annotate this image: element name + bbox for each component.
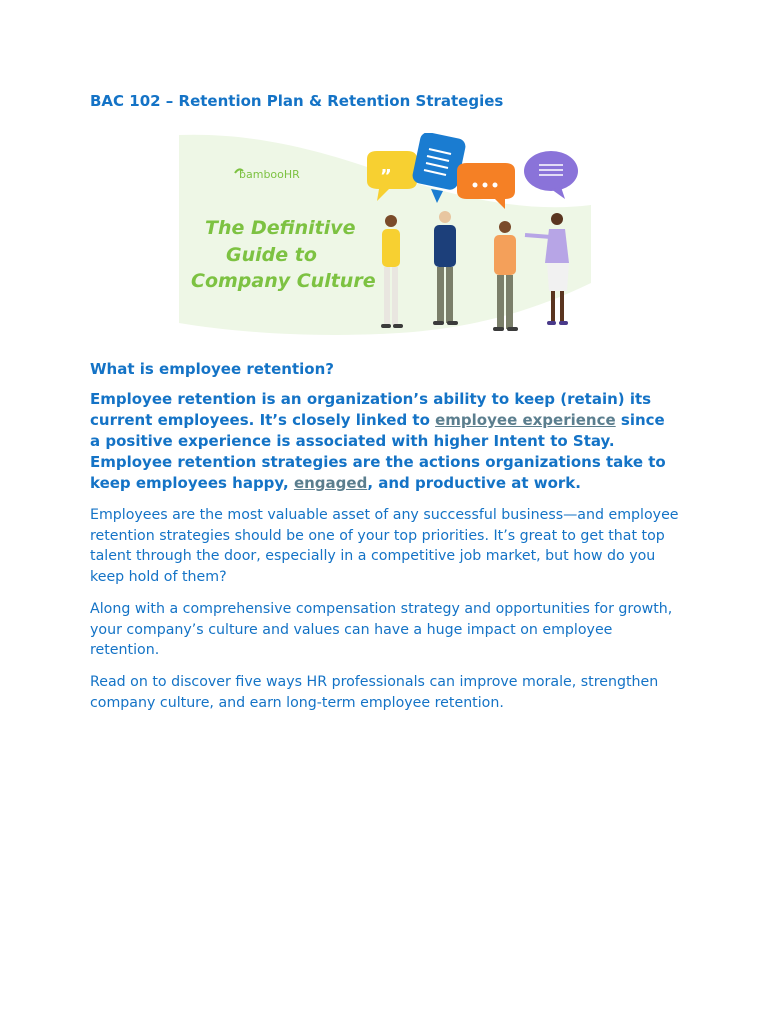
hero-headline-line-2: Guide to [226,244,317,266]
lead-text-1: Employee retention is an organization’s ability to keep (retain) its current employees. It’s closely linked to [90,390,652,429]
hero-headline-line-1: The Definitive [205,217,356,239]
body-paragraph-2: Along with a comprehensive compensation strategy and opportunities for growth, your company’s culture and values can have a huge impact on employee retention. [90,601,673,659]
list-bubble-icon [524,151,578,199]
hero-headline-line-3: Company Culture [191,270,376,292]
lead-paragraph [90,389,680,494]
body-paragraph-1: Employees are the most valuable asset of any successful business—and employee retention strategies should be one of your top priorities. It’s great to get that top talent through the door, especially in a competitive job market, but how do you keep hold of them? [90,507,679,586]
bamboohr-logo [235,168,300,181]
hero-illustration [179,133,591,336]
section-heading: What is employee retention? [90,360,334,378]
svg-text:”: ” [380,166,392,187]
employee-experience-link[interactable]: employee experience [435,411,616,429]
lead-text-2: since a positive experience is associated with higher Intent to Stay. Employee retention strategies are the actions organizations take to keep employees happy, [90,411,666,492]
body-paragraph-3: Read on to discover five ways HR professionals can improve morale, strengthen company culture, and earn long-term employee retention. [90,674,659,711]
document-title: BAC 102 – Retention Plan & Retention Strategies [90,92,504,110]
engaged-link[interactable]: engaged [293,474,368,492]
lead-text-3: , and productive at work. [367,474,581,492]
brand-text: bambooHR [239,168,300,181]
